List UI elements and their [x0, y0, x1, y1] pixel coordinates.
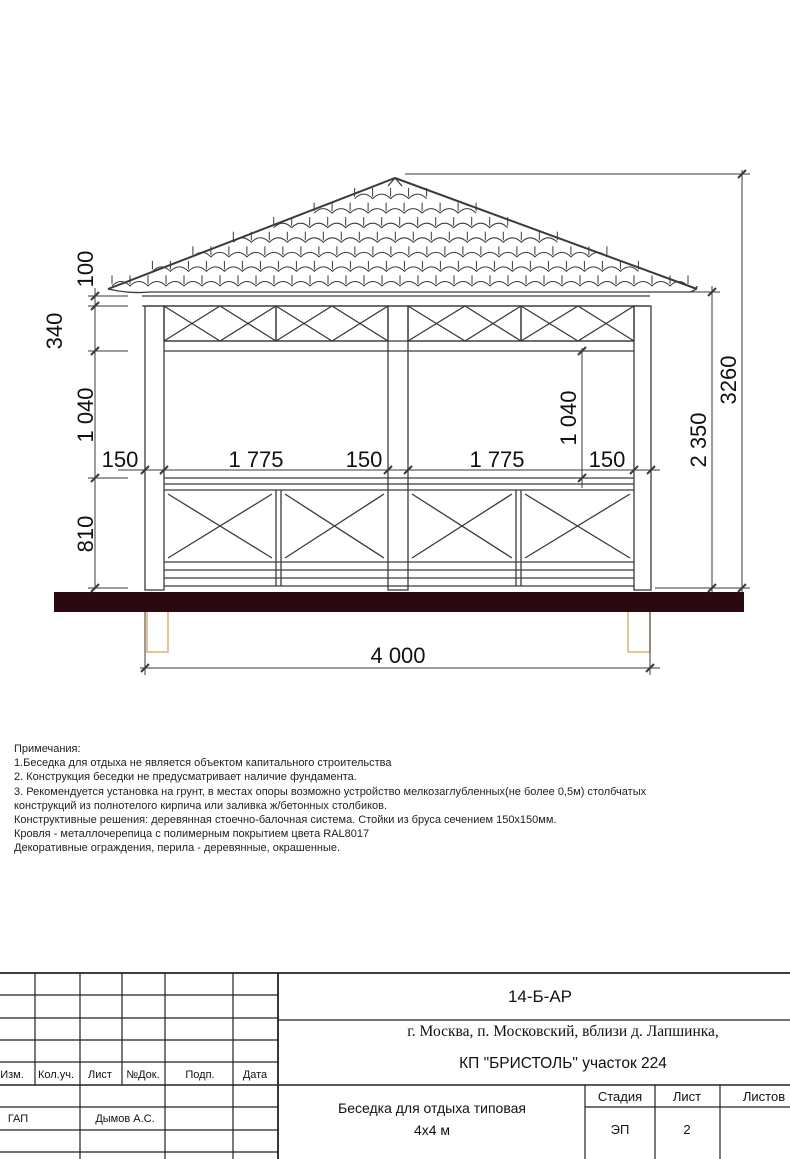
role-gap: ГАП: [7, 1113, 29, 1125]
stage-value: ЭП: [610, 1122, 630, 1137]
note-line: 2. Конструкция беседки не предусматривает наличие фундамента.: [14, 771, 357, 784]
person-name: Дымов А.С.: [95, 1113, 155, 1125]
note-line: Кровля - металлочерепица с полимерным покрытием цвета RAL8017: [14, 828, 370, 841]
header-doc-number: №Док.: [126, 1069, 160, 1081]
dim-post-left: 150: [101, 447, 139, 472]
note-line: Конструктивные решения: деревянная стоечно-балочная система. Стойки из бруса сечением 150х150мм.: [14, 814, 557, 827]
dim-total-width: 4 000: [370, 643, 426, 668]
note-line: 3. Рекомендуется установка на грунт, в местах опоры возможно устройство мелкозаглубленных(не более 0,5м) столбчатых: [14, 785, 647, 798]
note-line: 1.Беседка для отдыха не является объектом капитального строительства: [14, 757, 392, 770]
sheet-value: 2: [683, 1122, 691, 1137]
drawing-title-line2: 4х4 м: [413, 1122, 451, 1138]
header-izm: Изм.: [0, 1069, 24, 1081]
dim-post-center: 150: [345, 447, 383, 472]
header-kol-uch: Кол.уч.: [37, 1069, 75, 1081]
dim-total-height: 3260: [716, 355, 741, 405]
document-code: 14-Б-АР: [507, 987, 573, 1006]
header-signature: Подп.: [185, 1069, 215, 1081]
note-line: конструкций из полнотелого кирпича или заливка ж/бетонных столбиков.: [14, 799, 388, 812]
dim-opening-right: 1 040: [556, 390, 581, 446]
note-line: Декоративные ограждения, перила - деревянные, окрашенные.: [14, 842, 341, 855]
sheet-label: Лист: [672, 1089, 702, 1104]
dim-opening-left: 1 040: [73, 387, 98, 443]
dim-span-left: 1 775: [228, 447, 284, 472]
dim-eave-height: 2 350: [686, 412, 711, 468]
dim-railing-height: 810: [73, 515, 98, 553]
site-address: г. Москва, п. Московский, вблизи д. Лапшинка,: [407, 1023, 719, 1040]
header-date: Дата: [242, 1069, 268, 1081]
project-name: КП "БРИСТОЛЬ" участок 224: [459, 1055, 667, 1072]
dim-span-right: 1 775: [469, 447, 525, 472]
dim-beam-height: 340: [42, 312, 67, 350]
header-list: Лист: [88, 1069, 112, 1081]
drawing-title-line1: Беседка для отдыха типовая: [338, 1100, 526, 1116]
sheets-label: Листов: [742, 1089, 786, 1104]
stage-label: Стадия: [597, 1089, 643, 1104]
notes-heading: Примечания:: [14, 743, 81, 755]
dim-post-right: 150: [588, 447, 626, 472]
dim-roof-height: 100: [73, 250, 98, 288]
